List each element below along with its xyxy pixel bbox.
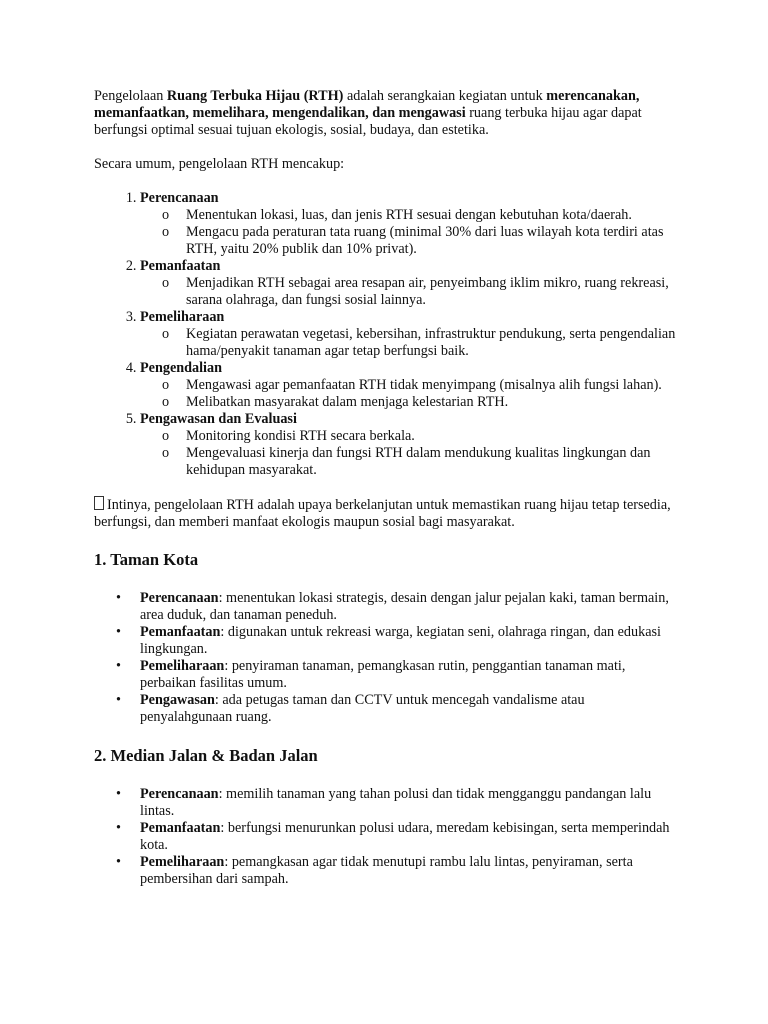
step-title: Pemanfaatan	[140, 258, 221, 274]
bullet-text: : memilih tanaman yang tahan polusi dan tidak mengganggu pandangan lalu lintas.	[140, 786, 652, 819]
sub-item-text: Mengacu pada peraturan tata ruang (minimal 30% dari luas wilayah kota terdiri atas RTH, yaitu 20% publik dan 10% privat).	[186, 224, 664, 257]
sub-item-text: Kegiatan perawatan vegetasi, kebersihan, infrastruktur pendukung, serta pengendalian hama/penyakit tanaman agar tetap berfungsi baik.	[186, 326, 676, 359]
sub-item	[162, 377, 678, 394]
step-title: Pengendalian	[140, 360, 222, 376]
bullet-icon: •	[116, 624, 121, 640]
sub-item	[162, 394, 678, 411]
section-bullet-list	[94, 786, 678, 888]
bullet-item	[116, 658, 678, 692]
step-sublist	[140, 207, 678, 258]
step-item	[140, 360, 678, 411]
sub-item	[162, 445, 678, 479]
bullet-item	[116, 820, 678, 854]
bullet-icon: •	[116, 820, 121, 836]
intro-bold-rth: Ruang Terbuka Hijau (RTH)	[166, 88, 344, 104]
sub-item	[162, 326, 678, 360]
bullet-icon: •	[116, 786, 121, 802]
circle-bullet-icon: o	[162, 428, 170, 444]
step-item	[140, 258, 678, 309]
section-bullet-list	[94, 590, 678, 726]
step-item	[140, 190, 678, 258]
step-item	[140, 411, 678, 479]
summary-note	[94, 496, 678, 531]
bullet-label: Pemanfaatan	[140, 624, 221, 640]
sub-item	[162, 207, 678, 224]
note-text: Intinya, pengelolaan RTH adalah upaya berkelanjutan untuk memastikan ruang hijau tetap tersedia, berfungsi, dan memberi manfaat ekologis maupun sosial bagi masyarakat.	[94, 497, 671, 530]
step-item	[140, 309, 678, 360]
intro-text-2: adalah serangkaian kegiatan untuk	[343, 88, 547, 104]
bullet-label: Pemeliharaan	[140, 854, 225, 870]
bullet-text: : berfungsi menurunkan polusi udara, meredam kebisingan, serta memperindah kota.	[140, 820, 670, 853]
bullet-item	[116, 692, 678, 726]
intro-paragraph	[94, 88, 678, 139]
bullet-text: : menentukan lokasi strategis, desain dengan jalur pejalan kaki, taman bermain, area duduk, dan tanaman peneduh.	[140, 590, 669, 623]
bullet-icon: •	[116, 658, 121, 674]
sub-item-text: Mengawasi agar pemanfaatan RTH tidak menyimpang (misalnya alih fungsi lahan).	[186, 377, 662, 393]
bullet-item	[116, 786, 678, 820]
bullet-label: Pemeliharaan	[140, 658, 225, 674]
management-steps-list	[94, 190, 678, 479]
circle-bullet-icon: o	[162, 275, 170, 291]
bullet-label: Pemanfaatan	[140, 820, 221, 836]
step-sublist	[140, 428, 678, 479]
sub-item	[162, 275, 678, 309]
bullet-item	[116, 624, 678, 658]
sub-item	[162, 428, 678, 445]
bullet-icon: •	[116, 692, 121, 708]
step-sublist	[140, 326, 678, 360]
step-sublist	[140, 377, 678, 411]
sub-item-text: Menentukan lokasi, luas, dan jenis RTH sesuai dengan kebutuhan kota/daerah.	[186, 207, 632, 223]
circle-bullet-icon: o	[162, 445, 170, 461]
bullet-label: Perencanaan	[140, 786, 219, 802]
sub-item-text: Mengevaluasi kinerja dan fungsi RTH dalam mendukung kualitas lingkungan dan kehidupan masyarakat.	[186, 445, 651, 478]
bullet-text: : ada petugas taman dan CCTV untuk mencegah vandalisme atau penyalahgunaan ruang.	[140, 692, 585, 725]
step-title: Perencanaan	[140, 190, 219, 206]
intro-text-3: ruang terbuka hijau agar dapat berfungsi optimal sesuai tujuan ekologis, sosial, budaya, dan estetika.	[94, 105, 642, 138]
sub-item-text: Melibatkan masyarakat dalam menjaga kelestarian RTH.	[186, 394, 509, 410]
lead-text: Secara umum, pengelolaan RTH mencakup:	[94, 156, 345, 172]
bullet-icon: •	[116, 854, 121, 870]
sub-item	[162, 224, 678, 258]
sub-item-text: Monitoring kondisi RTH secara berkala.	[186, 428, 415, 444]
section-heading: 2. Median Jalan & Badan Jalan	[94, 746, 318, 765]
step-sublist	[140, 275, 678, 309]
intro-text-1: Pengelolaan	[94, 88, 167, 104]
section-heading: 1. Taman Kota	[94, 550, 199, 569]
circle-bullet-icon: o	[162, 224, 170, 240]
bullet-item	[116, 854, 678, 888]
circle-bullet-icon: o	[162, 377, 170, 393]
bullet-text: : pemangkasan agar tidak menutupi rambu lalu lintas, penyiraman, serta pembersihan dari sampah.	[140, 854, 633, 887]
bullet-text: : digunakan untuk rekreasi warga, kegiatan seni, olahraga ringan, dan edukasi lingkungan.	[140, 624, 661, 657]
intro-bold-actions: merencanakan, memanfaatkan, memelihara, mengendalikan, dan mengawasi	[94, 88, 640, 121]
circle-bullet-icon: o	[162, 394, 170, 410]
step-title: Pemeliharaan	[140, 309, 225, 325]
step-title: Pengawasan dan Evaluasi	[140, 411, 297, 427]
bullet-item	[116, 590, 678, 624]
circle-bullet-icon: o	[162, 207, 170, 223]
bullet-text: : penyiraman tanaman, pemangkasan rutin, penggantian tanaman mati, perbaikan fasilitas umum.	[140, 658, 626, 691]
bullet-label: Pengawasan	[140, 692, 215, 708]
sub-item-text: Menjadikan RTH sebagai area resapan air, penyeimbang iklim mikro, ruang rekreasi, sarana olahraga, dan fungsi sosial lainnya.	[186, 275, 669, 308]
bullet-label: Perencanaan	[140, 590, 219, 606]
bullet-icon: •	[116, 590, 121, 606]
missing-glyph-icon	[94, 496, 104, 510]
circle-bullet-icon: o	[162, 326, 170, 342]
